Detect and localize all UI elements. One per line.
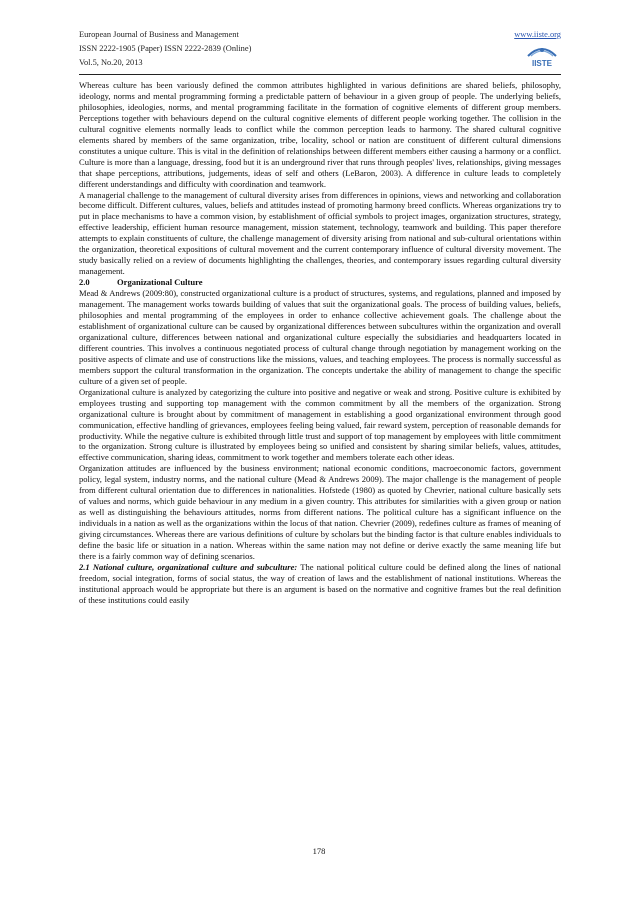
iiste-logo (525, 42, 559, 68)
article-body (79, 80, 561, 606)
section-heading-organizational-culture (79, 277, 561, 288)
page-number: 178 (312, 846, 326, 856)
paragraph-culture-definition: Whereas culture has been variously defined the common attributes highlighted in various definitions are shared beliefs, philosophy, ideology, norms and mental programming forming a predictable pattern of behaviour in a given group of people. The underlying beliefs, philosophies, ideologies, norms, and mental programming facilitate in the formation of cognitive elements of different group members. Perceptions together with behaviours depend on the cultural cognitive elements of different people working together. The collision in the cultural cognitive elements normally leads to conflict while the common perception leads to harmony. The shared cultural cognitive elements shared by members of the same organization, tribe, locality, school or nation are constituent of different cultural dimensions constitutes a unique culture. This is vital in the definition of relationships between different members either causing a harmony or a conflict. Culture is more than a language, dressing, food but it is an underground river that runs through peoples' lives, relationships, giving messages that shape perceptions, attributions, judgements, ideas of self and others (LeBaron, 2003). A difference in culture leads to completely different understandings and difficulty with coordination and teamwork. (79, 80, 561, 189)
journal-issn: ISSN 2222-1905 (Paper) ISSN 2222-2839 (Online) (79, 44, 252, 53)
journal-name: European Journal of Business and Management (79, 30, 239, 39)
subsection-title: 2.1 National culture, organizational culture and subculture: (79, 561, 298, 572)
section-number: 2.0 (79, 277, 90, 288)
paragraph-organization-attitudes: Organization attitudes are influenced by the business environment; national economic conditions, macroeconomic factors, government policy, legal system, industry norms, and the national culture (Mead & Andrews 2009). The major challenge is the management of people from different cultural orientation due to differences in nationalities. Hofstede (1980) as quoted by Chevrier, national culture basically sets of values and norms, which guide behaviour in any medium in a given country. This attributes for similarities with a given group or nation as well as distinguishing the behaviours attitudes, norms from different nations. The political culture has a significant influence on the individuals in a nation as well as the organizations within the locus of that nation. Chevrier (2009), redefines culture as frames of meaning of giving circumstances. Whereas there are various definitions of culture by scholars but the binding factor is that culture enables individuals to define the basic life or situation in a nation. Whereas within the same nation may not define or derive exactly the same meaning life but there is a fairly common way of defining scenarios. (79, 463, 561, 561)
subsection-text: The national political culture could be defined along the lines of national freedom, social integration, forms of social status, the way of creation of laws and the establishment of national institutions. Whereas the institutional approach would be appropriate but there is an argument is based on the normative and cognitive frames but the real definition of these institutions could easily (79, 561, 561, 605)
paragraph-mead-andrews: Mead & Andrews (2009:80), constructed organizational culture is a product of structures, systems, and regulations, planned and imposed by management. The management works towards building of values that suit the organizational goals. The process of building values, beliefs, philosophies and mental programming of the employees in order to enhance collective achievement goals. The challenge about the establishment of organizational culture can be caused by organizational differences between subcultures within the organization and overall organizational culture, differences between national and organizational culture especially the subsidiaries and headquarters located in different countries. This involves a continuous negotiated process of cultural change through negotiation by management working on the positive aspects of climate and use of constructions like the missions, values, and teaching employees. The process is normally successful as members support the cultural transformation in the organization. The concepts undertake the ability of management to change the specific culture of a given set of people. (79, 288, 561, 386)
journal-url-link[interactable]: www.iiste.org (514, 30, 561, 39)
journal-volume: Vol.5, No.20, 2013 (79, 58, 143, 67)
section-title: Organizational Culture (117, 277, 203, 288)
header-divider (79, 74, 561, 75)
paragraph-managerial-challenge: A managerial challenge to the management of cultural diversity arises from differences in opinions, views and networking and collaboration become difficult. Different cultures, values, beliefs and attitudes instead of promoting harmony breed conflicts. Whereas organizations try to put in place mechanisms to have a common vision, by establishment of official symbols to project images, organization structures, strategy, effective leadership, efficient human resource management, mission statement, technology, teamwork and building. This paper therefore attempts to explain constituents of culture, the challenge management of diversity arising from national and sub-cultural orientations within the organization, theoretical expositions of cultural movement and the current contemporary influence of cultural diversity movement. The study basically relied on a review of documents highlighting the challenges, theories, and contemporary issues regarding cultural diversity management. (79, 189, 561, 277)
paragraph-national-culture (79, 562, 561, 606)
paragraph-positive-negative-culture: Organizational culture is analyzed by categorizing the culture into positive and negative or weak and strong. Positive culture is exhibited by employees trusting and supporting top management with the common commitment by all the members of the organization. Strong organizational culture is brought about by commitment of management in establishing a good organizational environment through good communication, effective handling of grievances, employees feeling being valued, fair reward system, perception of reasonable demands for productivity. While the negative culture is exhibited through little trust and support of top management by employees with little commitment to the organization. Strong culture is illustrated by employees being so unified and consistent by sharing similar beliefs, values, attitudes, effective communication, sharing ideas, commitment to work together and members tolerate each other ideas. (79, 386, 561, 463)
logo-text: IISTE (531, 59, 553, 68)
